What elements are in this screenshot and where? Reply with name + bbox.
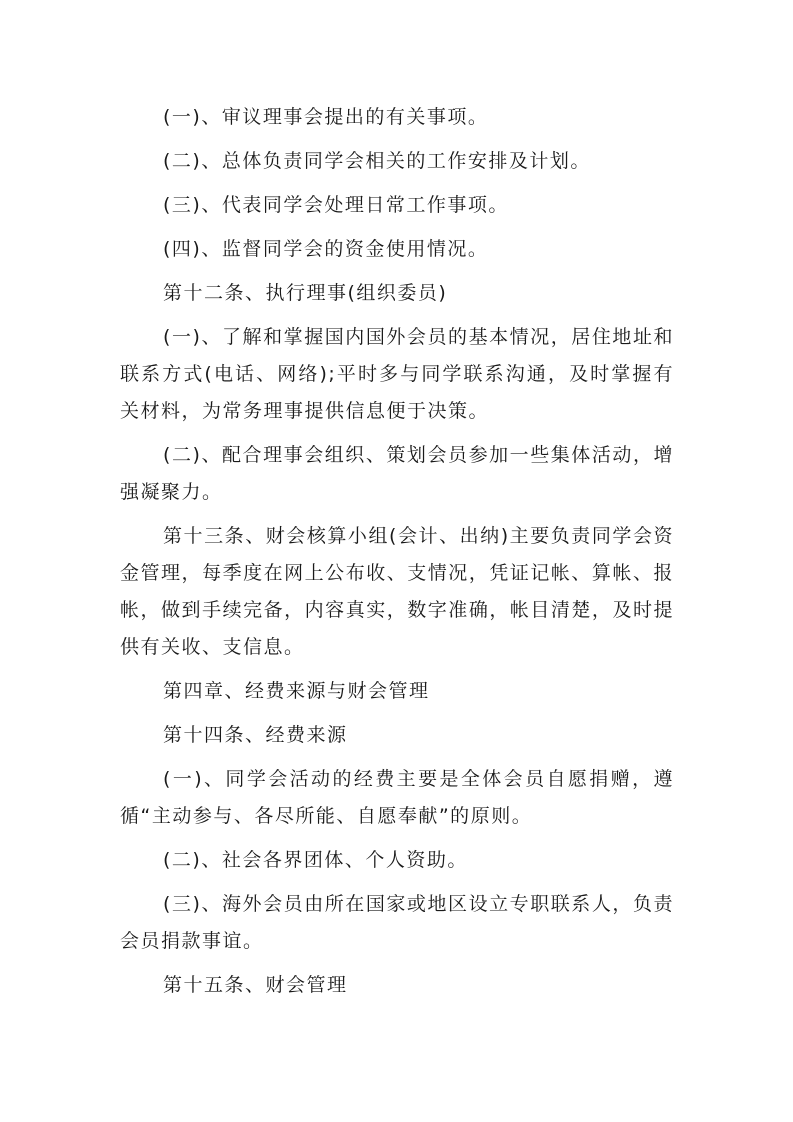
article-12-heading: 第十二条、执行理事(组织委员) — [163, 282, 448, 304]
article-13-paragraph: 第十三条、财会核算小组(会计、出纳)主要负责同学会资金管理，每季度在网上公布收、支情况，凭证记帐、算帐、报帐，做到手续完备，内容真实，数字准确，帐目清楚，及时提供有关收、支信息。 — [120, 525, 674, 658]
clause-item-2: (二)、总体负责同学会相关的工作安排及计划。 — [163, 150, 591, 172]
article-14-item-2: (二)、社会各界团体、个人资助。 — [163, 849, 468, 871]
article-15-heading: 第十五条、财会管理 — [163, 974, 348, 996]
clause-item-3: (三)、代表同学会处理日常工作事项。 — [163, 194, 509, 216]
article-12-item-2: (二)、配合理事会组织、策划会员参加一些集体活动，增强凝聚力。 — [120, 444, 674, 503]
clause-item-1: (一)、审议理事会提出的有关事项。 — [163, 106, 489, 128]
article-14-item-1: (一)、同学会活动的经费主要是全体会员自愿捐赠，遵循“主动参与、各尽所能、自愿奉献”的原则。 — [120, 768, 674, 827]
chapter-4-heading: 第四章、经费来源与财会管理 — [163, 680, 430, 702]
article-14-heading: 第十四条、经费来源 — [163, 724, 348, 746]
article-12-item-1: (一)、了解和掌握国内国外会员的基本情况，居住地址和联系方式(电话、网络);平时多与同学联系沟通，及时掌握有关材料，为常务理事提供信息便于决策。 — [120, 326, 674, 422]
document-body — [120, 99, 674, 1011]
article-14-item-3: (三)、海外会员由所在国家或地区设立专职联系人，负责会员捐款事谊。 — [120, 893, 674, 952]
clause-item-4: (四)、监督同学会的资金使用情况。 — [163, 238, 489, 260]
